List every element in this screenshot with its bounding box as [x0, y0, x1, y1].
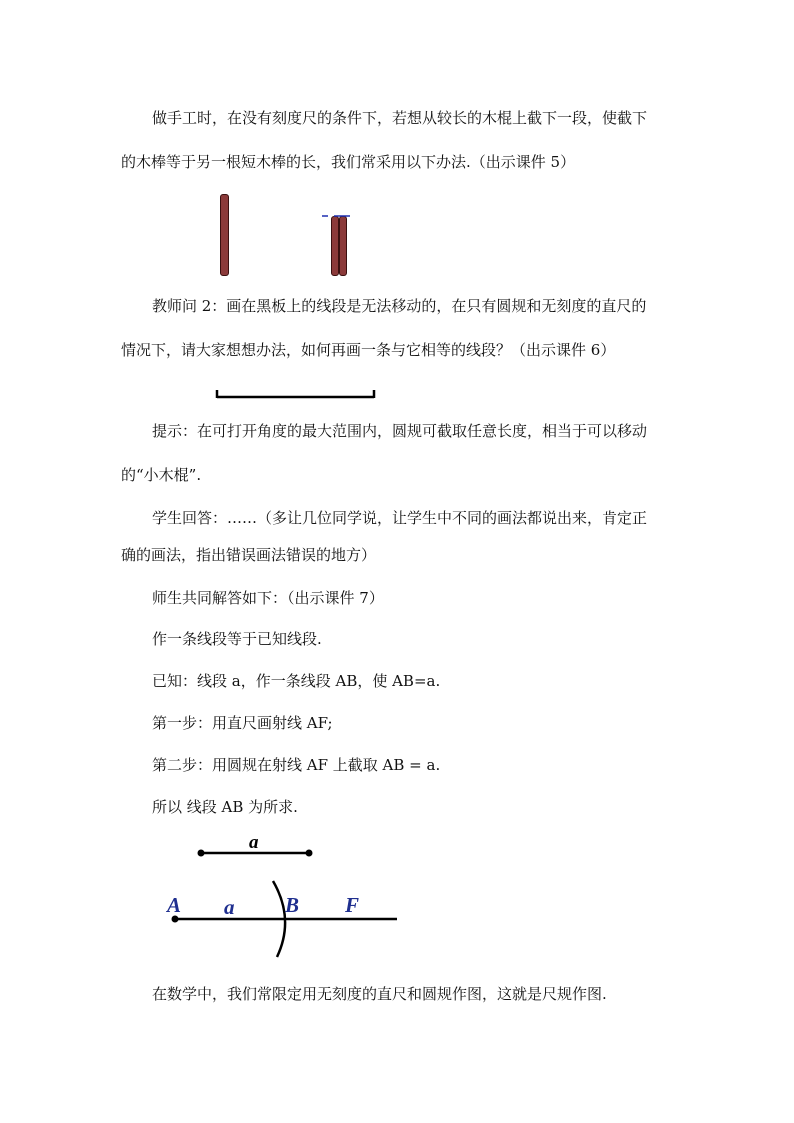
- point-label-A: A: [167, 893, 182, 917]
- paragraph-4-line-2: 确的画法，指出错误画法错误的地方）: [121, 546, 377, 564]
- paragraph-7: 已知：线段 a，作一条线段 AB，使 AB=a.: [152, 672, 441, 690]
- paragraph-6: 作一条线段等于已知线段.: [152, 630, 322, 648]
- paragraph-3-line-1: 提示：在可打开角度的最大范围内，圆规可截取任意长度，相当于可以移动: [152, 422, 648, 440]
- paragraph-1-line-2: 的木棒等于另一根短木棒的长，我们常采用以下办法.（出示课件 5）: [121, 153, 576, 171]
- point-label-B: B: [285, 893, 300, 917]
- stick-right: [339, 216, 347, 276]
- paragraph-2-line-1: 教师问 2：画在黑板上的线段是无法移动的，在只有圆规和无刻度的直尺的: [152, 297, 647, 315]
- paragraph-10: 所以 线段 AB 为所求.: [152, 798, 298, 816]
- cut-marks: [320, 212, 360, 220]
- paragraph-11: 在数学中，我们常限定用无刻度的直尺和圆规作图，这就是尺规作图.: [152, 985, 607, 1003]
- paragraph-9: 第二步：用圆规在射线 AF 上截取 AB = a.: [152, 756, 441, 774]
- paragraph-3-line-2: 的“小木棍”.: [121, 466, 202, 484]
- paragraph-5: 师生共同解答如下：（出示课件 7）: [152, 589, 384, 607]
- point-label-F: F: [345, 893, 360, 917]
- blackboard-segment: [214, 388, 378, 400]
- segment-label-a: a: [249, 832, 259, 853]
- paragraph-2-line-2: 情况下，请大家想想办法，如何再画一条与它相等的线段？（出示课件 6）: [121, 341, 616, 359]
- paragraph-1-line-1: 做手工时，在没有刻度尺的条件下，若想从较长的木棍上截下一段，使截下: [152, 109, 648, 127]
- length-label-a: a: [224, 895, 235, 919]
- paragraph-4-line-1: 学生回答：……（多让几位同学说，让学生中不同的画法都说出来，肯定正: [152, 509, 648, 527]
- paragraph-8: 第一步：用直尺画射线 AF;: [152, 714, 333, 732]
- long-stick: [220, 194, 229, 276]
- stick-left: [331, 216, 339, 276]
